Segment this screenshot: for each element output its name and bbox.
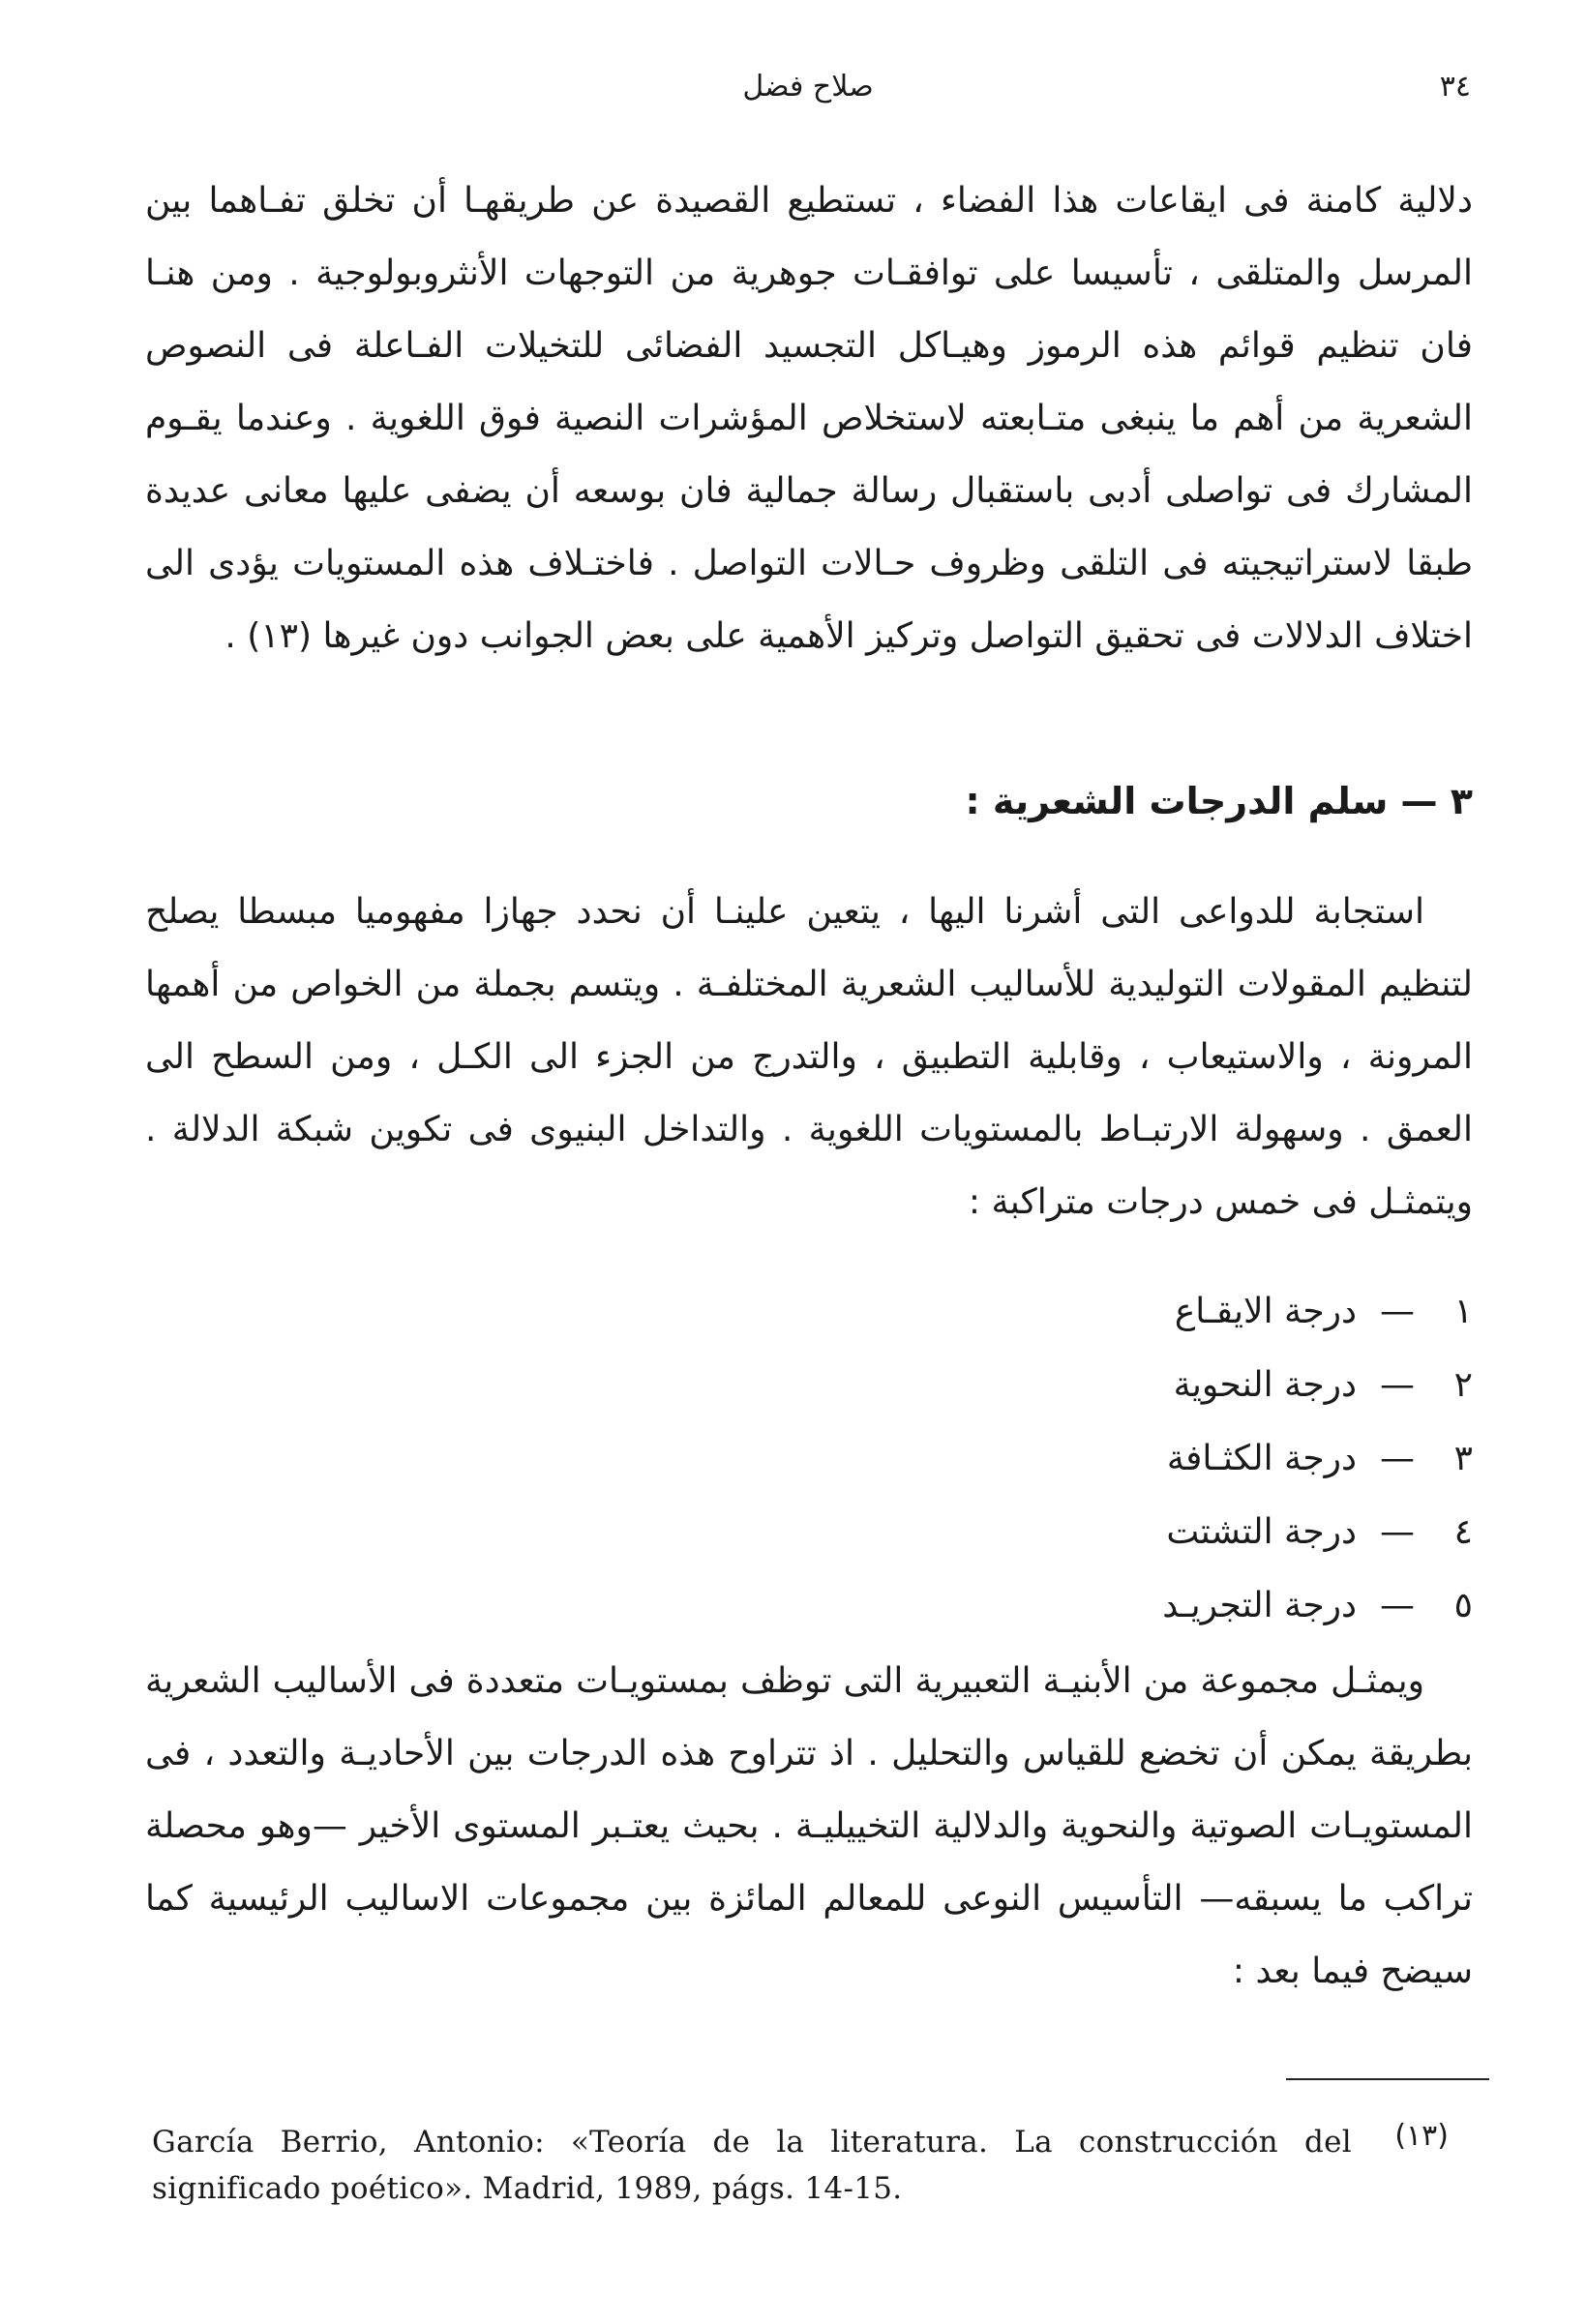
list-item bbox=[1162, 1275, 1473, 1349]
list-item-label: درجة النحوية bbox=[1173, 1365, 1357, 1405]
list-item bbox=[1162, 1569, 1473, 1643]
paragraph-3 bbox=[145, 1645, 1473, 2008]
page-number: ٣٤ bbox=[1439, 70, 1471, 104]
list-item-number: ٢ bbox=[1453, 1365, 1473, 1405]
list-item-number: ٥ bbox=[1453, 1586, 1473, 1625]
degrees-list bbox=[1162, 1275, 1473, 1643]
list-item-dash: — bbox=[1380, 1586, 1415, 1625]
footnote-divider bbox=[1286, 2078, 1489, 2080]
list-item-number: ٤ bbox=[1453, 1512, 1473, 1552]
list-item-label: درجة الايقـاع bbox=[1174, 1292, 1357, 1331]
footnote-marker: (١٣) bbox=[1394, 2119, 1449, 2153]
list-item-dash: — bbox=[1380, 1365, 1415, 1405]
footnote-text: García Berrio, Antonio: «Teoría de la literatura. La construcción del significado poético». Madrid, 1989, págs. 14-15. bbox=[152, 2125, 1352, 2206]
list-item-number: ١ bbox=[1453, 1292, 1473, 1331]
list-item-dash: — bbox=[1380, 1439, 1415, 1478]
footnote bbox=[152, 2119, 1449, 2225]
page-header bbox=[145, 70, 1471, 128]
list-item-label: درجة الكثـافة bbox=[1166, 1439, 1357, 1478]
paragraph-2-text: استجابة للدواعى التى أشرنا اليها ، يتعين علينـا أن نحدد جهازا مفهوميا مبسطا يصلح لتنظيم المقولات التوليدية للأساليب الشعرية المختلفـة . ويتسم بجملة من الخواص من أهمها المرونة ، والاستيعاب ، وقابلية التطبيق ، والتدرج من الجزء الى الكـل ، ومن السطح الى العمق . وسهولة الارتبـاط بالمستويات اللغوية . والتداخل البنيوى فى تكوين شبكة الدلالة . ويتمثـل فى خمس درجات متراكبة : bbox=[145, 892, 1473, 1222]
paragraph-2 bbox=[145, 876, 1473, 1238]
list-item-dash: — bbox=[1380, 1512, 1415, 1552]
section-heading: ٣ — سلم الدرجات الشعرية : bbox=[965, 780, 1473, 822]
running-head-author: صلاح فضل bbox=[742, 70, 874, 104]
list-item-label: درجة التجريـد bbox=[1162, 1586, 1357, 1625]
paragraph-1-text: دلالية كامنة فى ايقاعات هذا الفضاء ، تستطيع القصيدة عن طريقهـا أن تخلق تفـاهما بين المرسل والمتلقى ، تأسيسا على توافقـات جوهرية من التوجهات الأنثروبولوجية . ومن هنـا فان تنظيم قوائم هذه الرموز وهيـاكل التجسيد الفضائى للتخيلات الفـاعلة فى النصوص الشعرية من أهم ما ينبغى متـابعته لاستخلاص المؤشرات النصية فوق اللغوية . وعندما يقـوم المشارك فى تواصلى أدبى باستقبال رسالة جمالية فان بوسعه أن يضفى عليها معانى عديدة طبقا لاستراتيجيته فى التلقى وظروف حـالات التواصل . فاختـلاف هذه المستويات يؤدى الى اختلاف الدلالات فى تحقيق التواصل وتركيز الأهمية على بعض الجوانب دون غيرها (١٣) . bbox=[145, 181, 1473, 656]
list-item-number: ٣ bbox=[1453, 1439, 1473, 1478]
paragraph-3-text: ويمثـل مجموعة من الأبنيـة التعبيرية التى توظف بمستويـات متعددة فى الأساليب الشعرية بطريقة يمكن أن تخضع للقياس والتحليل . اذ تتراوح هذه الدرجات بين الأحاديـة والتعدد ، فى المستويـات الصوتية والنحوية والدلالية التخييليـة . بحيث يعتـبر المستوى الأخير —وهو محصلة تراكب ما يسبقه— التأسيس النوعى للمعالم المائزة بين مجموعات الاساليب الرئيسية كما سيضح فيما بعد : bbox=[145, 1661, 1473, 1991]
list-item bbox=[1162, 1496, 1473, 1569]
list-item bbox=[1162, 1349, 1473, 1422]
list-item bbox=[1162, 1422, 1473, 1496]
list-item-dash: — bbox=[1380, 1292, 1415, 1331]
paragraph-1 bbox=[145, 164, 1473, 672]
list-item-label: درجة التشتت bbox=[1166, 1512, 1357, 1552]
